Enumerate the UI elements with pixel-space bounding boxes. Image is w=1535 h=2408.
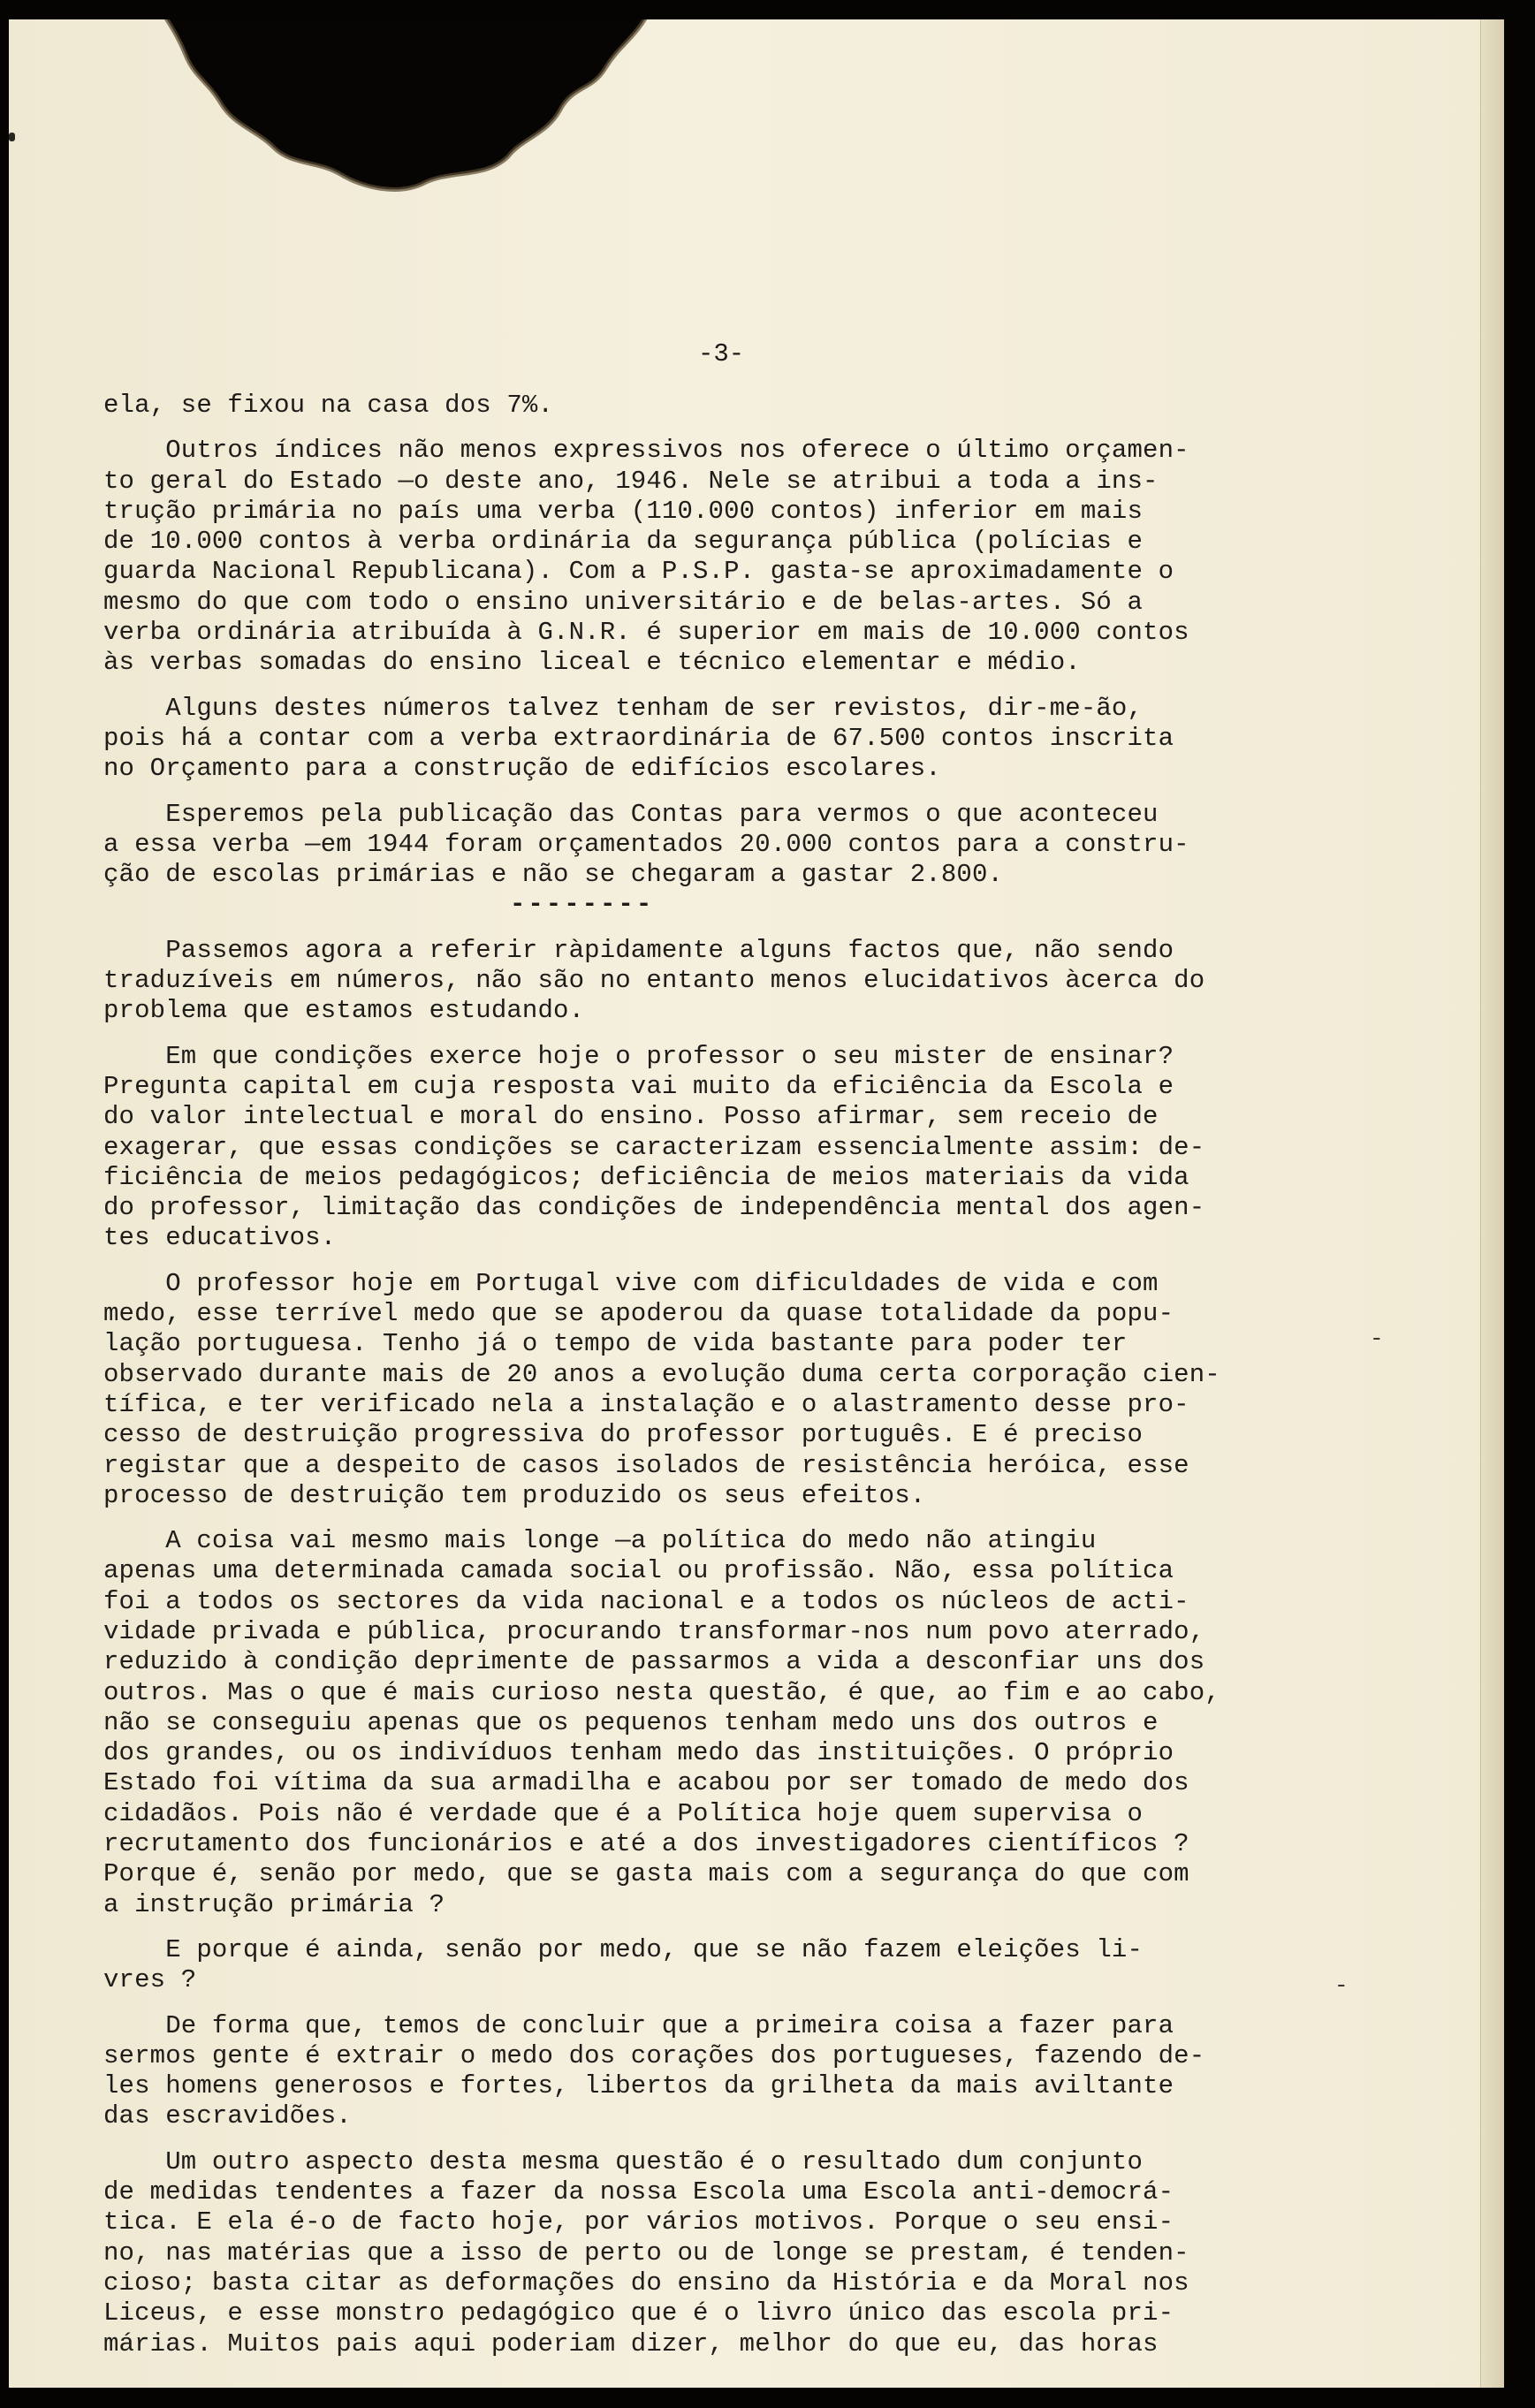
- text-line: a essa verba —em 1944 foram orçamentados 20.000 contos para a constru-: [103, 829, 1189, 859]
- text-line: pois há a contar com a verba extraordinária de 67.500 contos inscrita: [103, 723, 1174, 753]
- text-line: Alguns destes números talvez tenham de ser revistos, dir-me-ão,: [103, 693, 1144, 723]
- margin-mark: -: [1334, 1972, 1349, 1999]
- text-line: Liceus, e esse monstro pedagógico que é o livro único das escola pri-: [103, 2298, 1174, 2328]
- text-line: tica. E ela é-o de facto hoje, por vários motivos. Porque o seu ensi-: [103, 2207, 1174, 2237]
- text-line: cioso; basta citar as deformações do ensino da História e da Moral nos: [103, 2267, 1189, 2298]
- paragraph-gap: [103, 1920, 1385, 1935]
- text-line: traduzíveis em números, não são no entanto menos elucidativos àcerca do: [103, 966, 1205, 996]
- text-line: processo de destruição tem produzido os seus efeitos.: [103, 1480, 926, 1510]
- text-line: de medidas tendentes a fazer da nossa Escola uma Escola anti-democrá-: [103, 2177, 1174, 2207]
- text-line: mesmo do que com todo o ensino universitário e de belas-artes. Só a: [103, 587, 1144, 617]
- paragraph-gap: [103, 421, 1385, 436]
- document-page: [9, 19, 1504, 2388]
- text-line: vres ?: [103, 1965, 197, 1995]
- text-line: Pregunta capital em cuja resposta vai muito da eficiência da Escola e: [103, 1071, 1174, 1101]
- text-line: to geral do Estado —o deste ano, 1946. Nele se atribui a toda a ins-: [103, 466, 1159, 496]
- text-line: não se conseguiu apenas que os pequenos tenham medo uns dos outros e: [103, 1707, 1159, 1737]
- binder-dot: [9, 133, 15, 141]
- text-line: lação portuguesa. Tenho já o tempo de vida bastante para poder ter: [103, 1329, 1128, 1359]
- text-line: Estado foi vítima da sua armadilha e acabou por ser tomado de medo dos: [103, 1768, 1189, 1798]
- paragraph-gap: [103, 785, 1385, 800]
- paragraph-gap: [103, 921, 1385, 936]
- text-line: no, nas matérias que a isso de perto ou de longe se prestam, é tenden-: [103, 2237, 1189, 2267]
- burn-hole: [159, 19, 654, 205]
- text-line: vidade privada e pública, procurando transformar-nos num povo aterrado,: [103, 1616, 1205, 1646]
- text-line: A coisa vai mesmo mais longe —a política do medo não atingiu: [103, 1526, 1097, 1556]
- margin-mark: -: [1370, 1326, 1384, 1352]
- text-line: de 10.000 contos à verba ordinária da segurança pública (polícias e: [103, 527, 1144, 557]
- paragraph-gap: [103, 1254, 1385, 1269]
- text-line: recrutamento dos funcionários e até a dos investigadores científicos ?: [103, 1829, 1189, 1859]
- paragraph-gap: [103, 2132, 1385, 2147]
- text-line: no Orçamento para a construção de edifícios escolares.: [103, 754, 941, 784]
- text-line: cidadãos. Pois não é verdade que é a Política hoje quem supervisa o: [103, 1798, 1144, 1828]
- text-line: dos grandes, ou os indivíduos tenham medo das instituições. O próprio: [103, 1738, 1174, 1768]
- text-line: das escravidões.: [103, 2101, 352, 2131]
- text-line: foi a todos os sectores da vida nacional e a todos os núcleos de acti-: [103, 1586, 1189, 1616]
- paragraph-gap: [103, 679, 1385, 694]
- text-line: ela, se fixou na casa dos 7%.: [103, 391, 554, 420]
- paragraph-gap: [103, 1511, 1385, 1526]
- text-line: tes educativos.: [103, 1223, 337, 1253]
- text-line: ção de escolas primárias e não se chegaram a gastar 2.800.: [103, 860, 1004, 890]
- text-line: cesso de destruição progressiva do professor português. E é preciso: [103, 1420, 1144, 1450]
- text-line: apenas uma determinada camada social ou profissão. Não, essa política: [103, 1556, 1174, 1586]
- text-line: E porque é ainda, senão por medo, que se não fazem eleições li-: [103, 1934, 1144, 1964]
- text-line: problema que estamos estudando.: [103, 996, 585, 1026]
- page-number: -3-: [698, 339, 745, 368]
- text-line: sermos gente é extrair o medo dos corações dos portugueses, fazendo de-: [103, 2040, 1205, 2070]
- text-line: Porque é, senão por medo, que se gasta mais com a segurança do que com: [103, 1859, 1189, 1889]
- text-line: De forma que, temos de concluir que a primeira coisa a fazer para: [103, 2010, 1174, 2040]
- text-line: Outros índices não menos expressivos nos oferece o último orçamen-: [103, 436, 1189, 466]
- text-line: O professor hoje em Portugal vive com dificuldades de vida e com: [103, 1268, 1159, 1298]
- paragraph-gap: [103, 1027, 1385, 1042]
- paper-edge: [1480, 19, 1504, 2388]
- text-line: medo, esse terrível medo que se apoderou da quase totalidade da popu-: [103, 1299, 1174, 1329]
- body-text: [103, 391, 1385, 2359]
- separator-line: --------: [510, 890, 655, 920]
- text-line: verba ordinária atribuída à G.N.R. é superior em mais de 10.000 contos: [103, 618, 1189, 648]
- text-line: trução primária no país uma verba (110.000 contos) inferior em mais: [103, 496, 1144, 526]
- text-line: Em que condições exerce hoje o professor o seu mister de ensinar?: [103, 1041, 1174, 1071]
- text-line: les homens generosos e fortes, libertos da grilheta da mais aviltante: [103, 2071, 1174, 2101]
- text-line: observado durante mais de 20 anos a evolução duma certa corporação cien-: [103, 1359, 1220, 1389]
- text-line: do professor, limitação das condições de independência mental dos agen-: [103, 1193, 1205, 1223]
- text-line: tífica, e ter verificado nela a instalação e o alastramento desse pro-: [103, 1389, 1189, 1419]
- text-line: a instrução primária ?: [103, 1889, 445, 1919]
- text-line: do valor intelectual e moral do ensino. Posso afirmar, sem receio de: [103, 1102, 1159, 1132]
- text-line: exagerar, que essas condições se caracterizam essencialmente assim: de-: [103, 1132, 1205, 1162]
- text-line: Passemos agora a referir ràpidamente alguns factos que, não sendo: [103, 935, 1174, 965]
- text-line: márias. Muitos pais aqui poderiam dizer, melhor do que eu, das horas: [103, 2328, 1159, 2359]
- text-line: às verbas somadas do ensino liceal e técnico elementar e médio.: [103, 648, 1081, 678]
- text-line: Um outro aspecto desta mesma questão é o resultado dum conjunto: [103, 2146, 1144, 2176]
- text-line: outros. Mas o que é mais curioso nesta questão, é que, ao fim e ao cabo,: [103, 1677, 1220, 1707]
- text-line: guarda Nacional Republicana). Com a P.S.P. gasta-se aproximadamente o: [103, 557, 1174, 587]
- text-line: Esperemos pela publicação das Contas para vermos o que aconteceu: [103, 799, 1159, 829]
- text-line: reduzido à condição deprimente de passarmos a vida a desconfiar uns dos: [103, 1647, 1205, 1677]
- paragraph-gap: [103, 1996, 1385, 2011]
- text-line: ficiência de meios pedagógicos; deficiência de meios materiais da vida: [103, 1162, 1189, 1192]
- text-line: registar que a despeito de casos isolados de resistência heróica, esse: [103, 1450, 1189, 1480]
